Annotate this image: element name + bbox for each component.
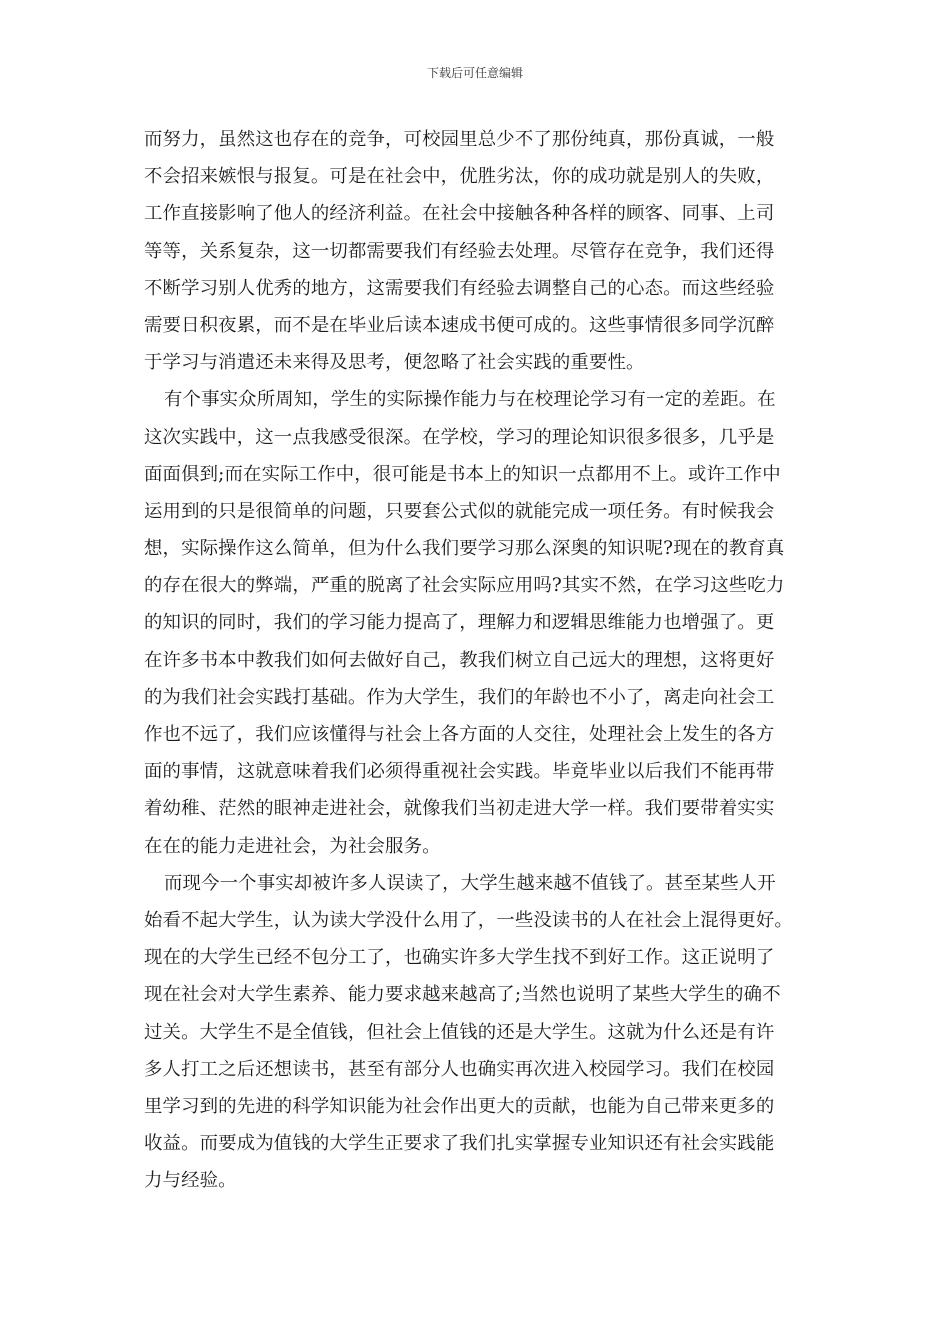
paragraph-1 [144,121,806,381]
text-line: 的存在很大的弊端，严重的脱离了社会实际应用吗?其实不然，在学习这些吃力 [144,575,785,597]
text-line: 而现今一个事实却被许多人误读了，大学生越来越不值钱了。甚至某些人开 [164,872,776,894]
text-line: 现在社会对大学生素养、能力要求越来越高了;当然也说明了某些大学生的确不 [144,984,781,1006]
text-line: 需要日积夜累，而不是在毕业后读本速成书便可成的。这些事情很多同学沉醉 [144,314,775,336]
text-line: 在在的能力走进社会，为社会服务。 [144,835,441,857]
text-line: 工作直接影响了他人的经济利益。在社会中接触各种各样的顾客、同事、上司 [144,203,775,225]
text-line: 这次实践中，这一点我感受很深。在学校，学习的理论知识很多很多，几乎是 [144,426,775,448]
page-header-note: 下载后可任意编辑 [426,66,523,80]
text-line: 现在的大学生已经不包分工了，也确实许多大学生找不到好工作。这正说明了 [144,947,775,969]
text-line: 里学习到的先进的科学知识能为社会作出更大的贡献，也能为自己带来更多的 [144,1095,775,1117]
text-line: 作也不远了，我们应该懂得与社会上各方面的人交往，处理社会上发生的各方 [144,724,775,745]
text-line: 的知识的同时，我们的学习能力提高了，理解力和逻辑思维能力也增强了。更 [144,612,775,634]
text-line: 收益。而要成为值钱的大学生正要求了我们扎实掌握专业知识还有社会实践能 [144,1133,775,1155]
text-line: 着幼稚、茫然的眼神走进社会，就像我们当初走进大学一样。我们要带着实实 [144,798,775,820]
text-line: 过关。大学生不是全值钱，但社会上值钱的还是大学生。这就为什么还是有许 [144,1021,775,1043]
text-line: 不断学习别人优秀的地方，这需要我们有经验去调整自己的心态。而这些经验 [144,277,775,299]
paragraph-3 [144,865,806,1200]
text-line: 有个事实众所周知，学生的实际操作能力与在校理论学习有一定的差距。在 [164,389,776,411]
text-line: 而努力，虽然这也存在的竞争，可校园里总少不了那份纯真，那份真诚，一般 [144,129,775,150]
text-line: 的为我们社会实践打基础。作为大学生，我们的年龄也不小了，离走向社会工 [144,686,775,708]
text-line: 运用到的只是很简单的问题，只要套公式似的就能完成一项任务。有时候我会 [144,500,775,522]
text-line: 在许多书本中教我们如何去做好自己，教我们树立自己远大的理想，这将更好 [144,649,775,671]
text-line: 于学习与消遣还未来得及思考，便忽略了社会实践的重要性。 [144,352,645,374]
document-body [144,121,806,1199]
text-line: 想，实际操作这么简单，但为什么我们要学习那么深奥的知识呢?现在的教育真 [144,538,785,560]
text-line: 力与经验。 [144,1170,237,1192]
text-line: 始看不起大学生，认为读大学没什么用了，一些没读书的人在社会上混得更好。 [144,909,793,931]
text-line: 面面俱到;而在实际工作中，很可能是书本上的知识一点都用不上。或许工作中 [144,463,781,485]
text-line: 不会招来嫉恨与报复。可是在社会中，优胜劣汰，你的成功就是别人的失败， [144,166,775,188]
text-line: 面的事情，这就意味着我们必须得重视社会实践。毕竟毕业以后我们不能再带 [144,761,775,783]
text-line: 多人打工之后还想读书，甚至有部分人也确实再次进入校园学习。我们在校园 [144,1058,775,1080]
paragraph-2 [144,381,806,864]
text-line: 等等，关系复杂，这一切都需要我们有经验去处理。尽管存在竞争，我们还得 [144,240,775,262]
